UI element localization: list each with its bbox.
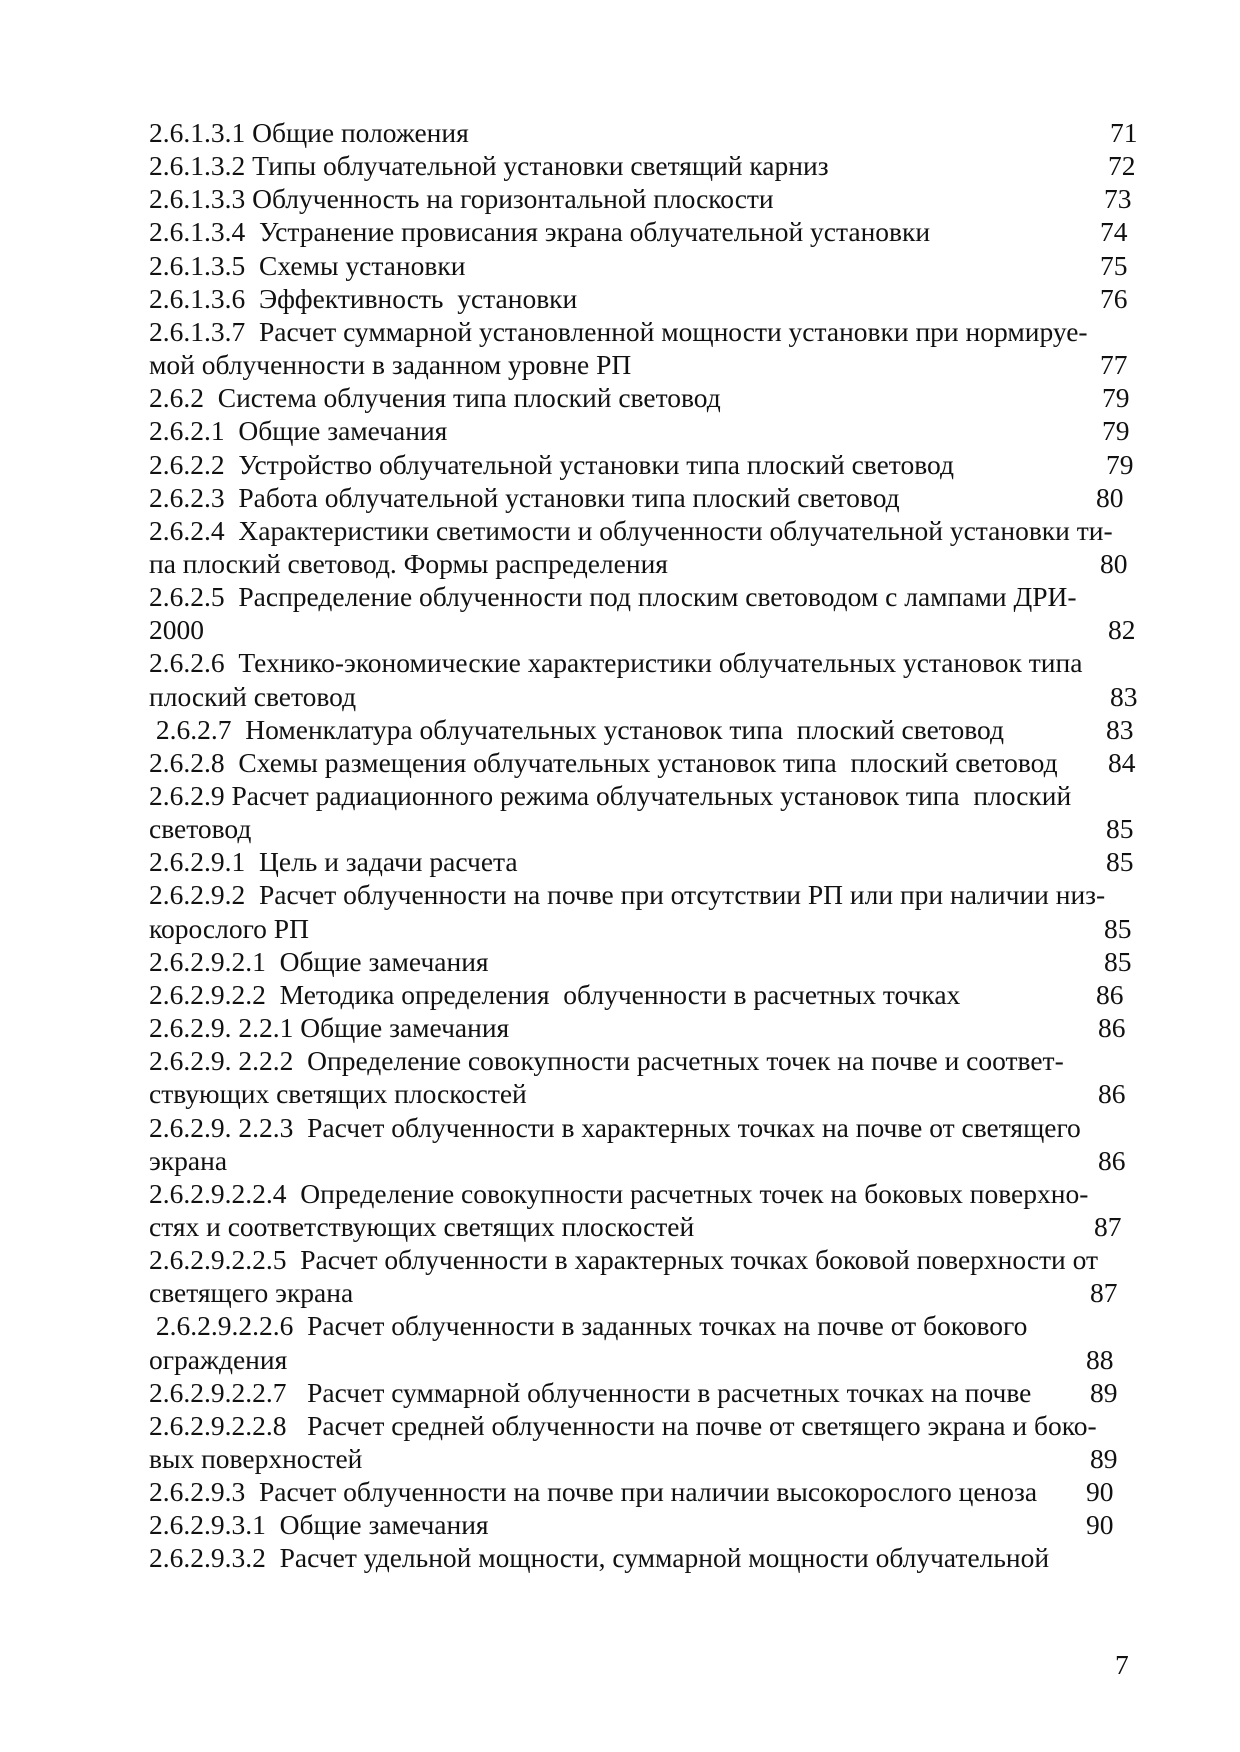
toc-entry-text: 2.6.1.3.4 Устранение провисания экрана облучательной установки — [149, 216, 931, 247]
toc-entry-text: 2.6.2.4 Характеристики светимости и облученности облучательной установки ти- — [149, 515, 1113, 546]
toc-entry-text: 2.6.2.9.2.2.5 Расчет облученности в характерных точках боковой поверхности от — [149, 1244, 1099, 1275]
toc-entry-page: 83 — [1106, 714, 1134, 745]
toc-entry-page: 73 — [1104, 183, 1132, 214]
toc-entry-page: 90 — [1086, 1509, 1114, 1540]
toc-entry-text: 2.6.2.9.1 Цель и задачи расчета — [149, 846, 518, 877]
toc-entry-page: 90 — [1086, 1476, 1114, 1507]
toc-entry-text: 2.6.2.9 Расчет радиационного режима облучательных установок типа плоский — [149, 780, 1072, 811]
toc-entry-page: 86 — [1098, 1012, 1126, 1043]
toc-entry-text: светящего экрана — [149, 1277, 354, 1308]
toc-entry-text: ствующих светящих плоскостей — [149, 1078, 527, 1109]
toc-entry-page: 82 — [1108, 614, 1136, 645]
toc-entry-text: мой облученности в заданном уровне РП — [149, 349, 632, 380]
toc-entry-text: 2.6.2.8 Схемы размещения облучательных установок типа плоский световод — [149, 747, 1058, 778]
toc-entry-page: 84 — [1108, 747, 1136, 778]
toc-entry-page: 76 — [1100, 283, 1128, 314]
toc-entry-page: 75 — [1100, 250, 1128, 281]
toc-entry-page: 85 — [1104, 913, 1132, 944]
toc-entry-page: 72 — [1108, 150, 1136, 181]
toc-entry-page: 86 — [1098, 1145, 1126, 1176]
page-number: 7 — [1115, 1649, 1129, 1680]
toc-entry-text: 2.6.1.3.1 Общие положения — [149, 117, 469, 148]
toc-entry-page: 88 — [1086, 1344, 1114, 1375]
toc-entry-page: 85 — [1106, 813, 1134, 844]
toc-entry-text: 2.6.2.6 Технико-экономические характеристики облучательных установок типа — [149, 647, 1083, 678]
toc-entry-text: 2.6.1.3.6 Эффективность установки — [149, 283, 578, 314]
toc-entry-page: 85 — [1106, 846, 1134, 877]
toc-entry-text: 2.6.2.7 Номенклатура облучательных установок типа плоский световод — [149, 714, 1004, 745]
toc-entry-page: 83 — [1110, 681, 1138, 712]
toc-entry-text: 2.6.2.9.3 Расчет облученности на почве при наличии высокорослого ценоза — [149, 1476, 1038, 1507]
toc-entry-page: 74 — [1100, 216, 1128, 247]
toc-entry-page: 89 — [1090, 1443, 1118, 1474]
toc-entry-text: 2.6.2.3 Работа облучательной установки типа плоский световод — [149, 482, 900, 513]
toc-entry-text: 2.6.2.5 Распределение облученности под плоским световодом с лампами ДРИ- — [149, 581, 1077, 612]
toc-entry-text: 2.6.2.2 Устройство облучательной установки типа плоский световод — [149, 449, 954, 480]
toc-entry-text: 2.6.2.9.2.2 Методика определения облученности в расчетных точках — [149, 979, 961, 1010]
toc-entry-text: экрана — [149, 1145, 228, 1176]
toc-entry-text: 2.6.1.3.2 Типы облучательной установки светящий карниз — [149, 150, 829, 181]
toc-entry-text: 2.6.2 Система облучения типа плоский световод — [149, 382, 721, 413]
toc-entry-text: 2.6.2.9.2.1 Общие замечания — [149, 946, 489, 977]
toc-entry-page: 86 — [1098, 1078, 1126, 1109]
toc-entry-page: 87 — [1094, 1211, 1122, 1242]
toc-entry-text: плоский световод — [149, 681, 357, 712]
toc-entry-page: 85 — [1104, 946, 1132, 977]
toc-entry-text: 2.6.2.9.2.2.8 Расчет средней облученности на почве от светящего экрана и боко- — [149, 1410, 1097, 1441]
toc-entry-page: 71 — [1110, 117, 1138, 148]
toc-entry-page: 87 — [1090, 1277, 1118, 1308]
toc-entry-text: 2.6.2.9.2.2.7 Расчет суммарной облученности в расчетных точках на почве — [149, 1377, 1032, 1408]
toc-entry-text: 2.6.2.9. 2.2.1 Общие замечания — [149, 1012, 510, 1043]
toc-entry-text: 2.6.2.9. 2.2.3 Расчет облученности в характерных точках на почве от светящего — [149, 1112, 1081, 1143]
toc-entry-text: ограждения — [149, 1344, 288, 1375]
toc-entry-text: 2.6.2.9.2.2.6 Расчет облученности в заданных точках на почве от бокового — [149, 1310, 1028, 1341]
toc-entry-page: 79 — [1106, 449, 1134, 480]
toc-entry-page: 89 — [1090, 1377, 1118, 1408]
toc-entry-page: 80 — [1100, 548, 1128, 579]
toc-entry-text: 2000 — [149, 614, 204, 645]
toc-entry-text: 2.6.2.9.2.2.4 Определение совокупности расчетных точек на боковых поверхно- — [149, 1178, 1089, 1209]
toc-entry-page: 77 — [1100, 349, 1128, 380]
toc-entry-text: корослого РП — [149, 913, 309, 944]
toc-entry-text: 2.6.1.3.3 Облученность на горизонтальной плоскости — [149, 183, 774, 214]
toc-entry-text: 2.6.2.9.2 Расчет облученности на почве при отсутствии РП или при наличии низ- — [149, 879, 1106, 910]
toc-entry-text: 2.6.1.3.5 Схемы установки — [149, 250, 466, 281]
toc-entry-page: 86 — [1096, 979, 1124, 1010]
toc-entry-page: 79 — [1102, 382, 1130, 413]
toc-entry-page: 80 — [1096, 482, 1124, 513]
toc-entry-text: 2.6.2.9. 2.2.2 Определение совокупности расчетных точек на почве и соответ- — [149, 1045, 1064, 1076]
toc-entry-text: 2.6.1.3.7 Расчет суммарной установленной мощности установки при нормируе- — [149, 316, 1088, 347]
toc-entry-text: вых поверхностей — [149, 1443, 363, 1474]
toc-entry-text: па плоский световод. Формы распределения — [149, 548, 668, 579]
toc-entry-page: 79 — [1102, 415, 1130, 446]
toc-entry-text: 2.6.2.9.3.2 Расчет удельной мощности, суммарной мощности облучательной — [149, 1542, 1050, 1573]
toc-entry-text: стях и соответствующих светящих плоскостей — [149, 1211, 695, 1242]
toc-entry-text: 2.6.2.1 Общие замечания — [149, 415, 448, 446]
toc-entry-text: 2.6.2.9.3.1 Общие замечания — [149, 1509, 489, 1540]
toc-entry-text: световод — [149, 813, 252, 844]
